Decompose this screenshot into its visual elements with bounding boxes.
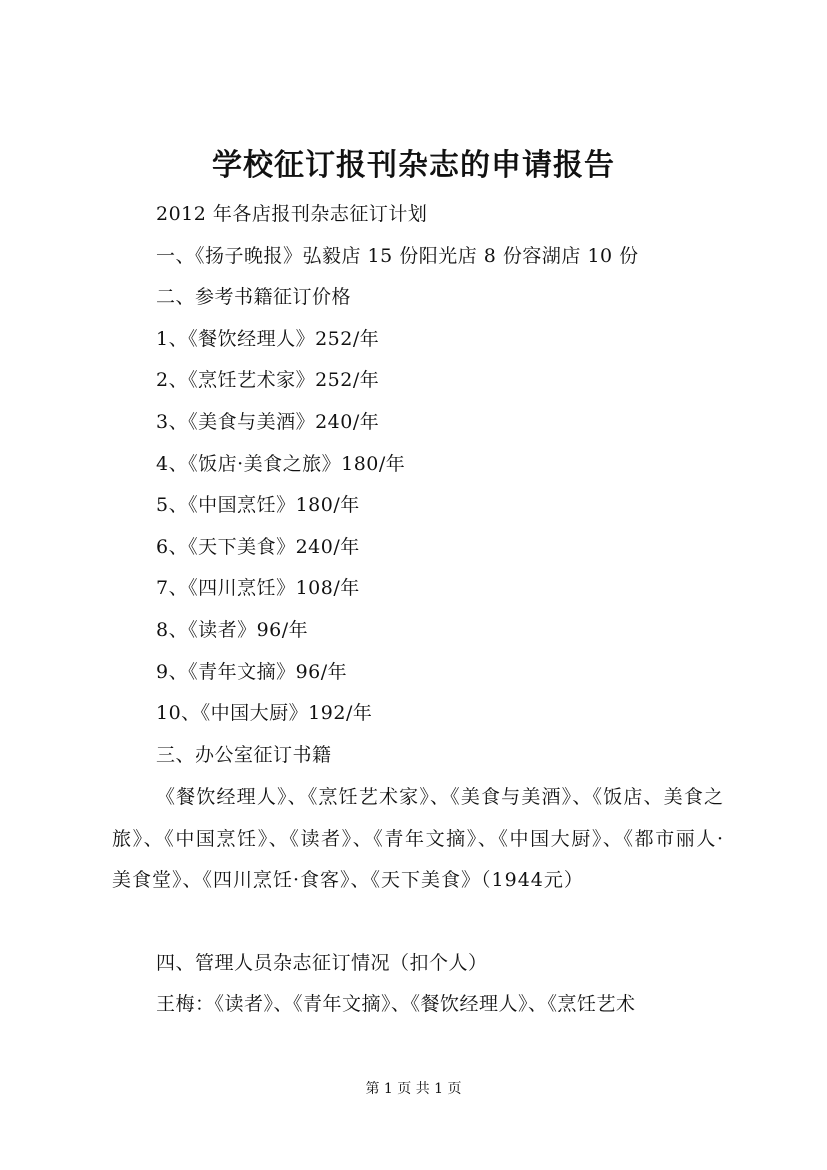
- price-item-6: 6、《天下美食》240/年: [156, 536, 360, 558]
- price-item-4: 4、《饭店·美食之旅》180/年: [156, 453, 406, 475]
- plan-heading: 2012 年各店报刊杂志征订计划: [156, 203, 428, 225]
- price-item-8: 8、《读者》96/年: [156, 619, 309, 641]
- price-item-10: 10、《中国大厨》192/年: [156, 702, 373, 724]
- price-item-7: 7、《四川烹饪》108/年: [156, 577, 360, 599]
- section-four-heading: 四、管理人员杂志征订情况（扣个人）: [156, 952, 488, 974]
- section-two-heading: 二、参考书籍征订价格: [156, 286, 352, 308]
- section-one: 一、《扬子晚报》弘毅店 15 份阳光店 8 份容湖店 10 份: [156, 245, 639, 267]
- document-title: 学校征订报刊杂志的申请报告: [212, 148, 615, 183]
- price-item-1: 1、《餐饮经理人》252/年: [156, 328, 380, 350]
- price-item-3: 3、《美食与美酒》240/年: [156, 411, 380, 433]
- price-item-9: 9、《青年文摘》96/年: [156, 661, 348, 683]
- section-three-heading: 三、办公室征订书籍: [156, 744, 332, 766]
- office-books-paragraph: 《餐饮经理人》、《烹饪艺术家》、《美食与美酒》、《饭店、美食之旅》、《中国烹饪》、《读者》、《青年文摘》、《中国大厨》、《都市丽人·美食堂》、《四川烹饪·食客》、《天下美食》（1944元）: [112, 786, 724, 892]
- price-item-2: 2、《烹饪艺术家》252/年: [156, 369, 380, 391]
- managers-paragraph: 王梅：《读者》、《青年文摘》、《餐饮经理人》、《烹饪艺术: [156, 993, 636, 1015]
- price-item-5: 5、《中国烹饪》180/年: [156, 494, 360, 516]
- page-footer: 第 1 页 共 1 页: [365, 1081, 462, 1097]
